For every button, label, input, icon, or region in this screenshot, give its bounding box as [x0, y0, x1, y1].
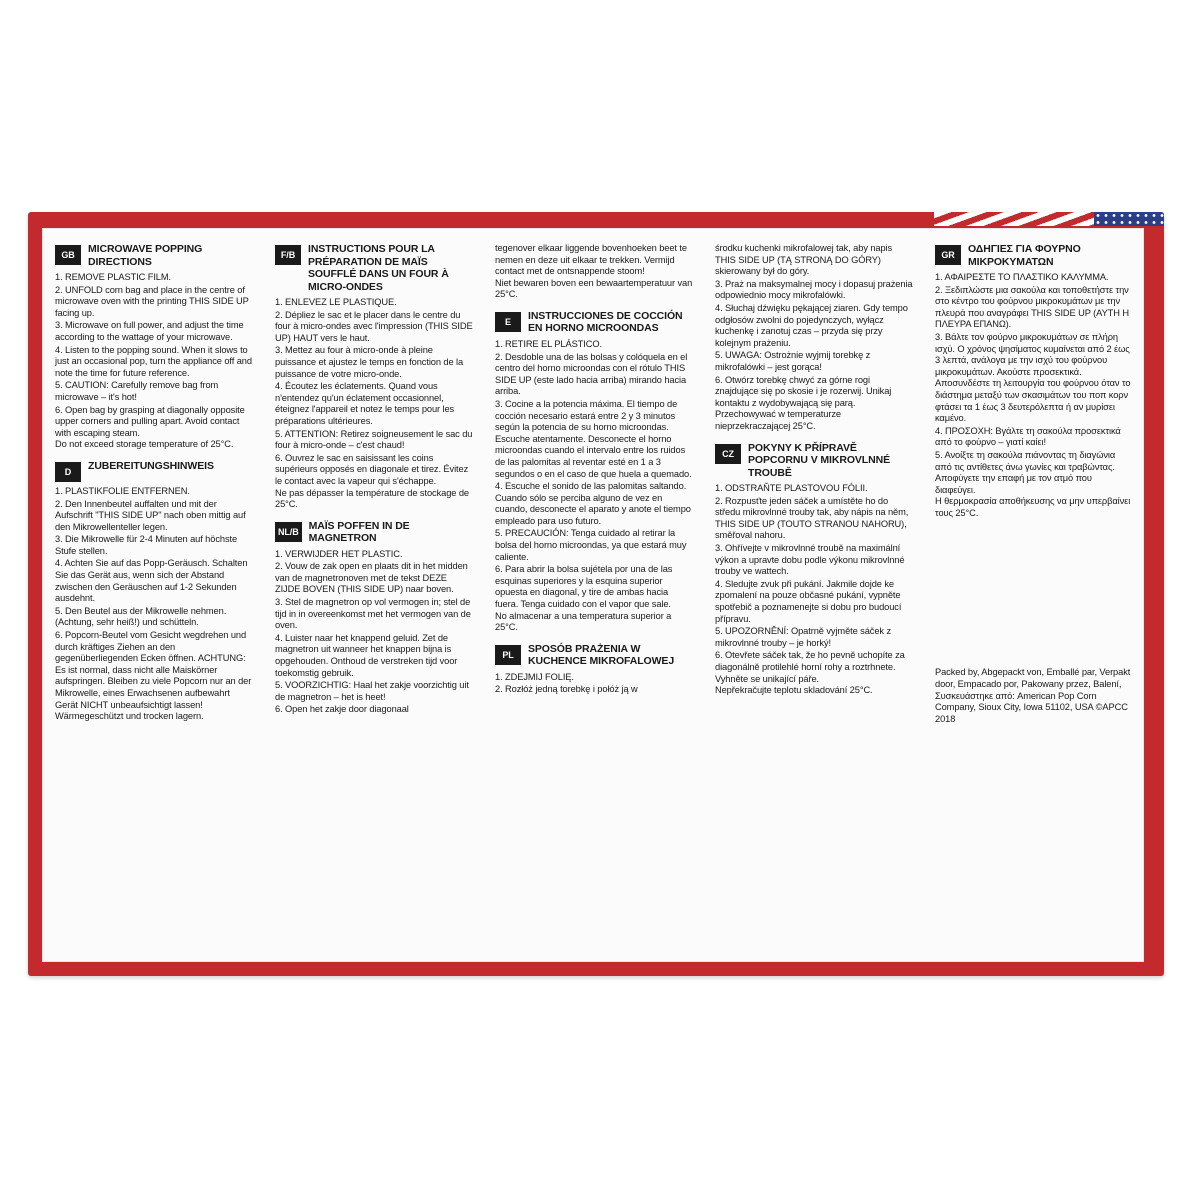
instruction-line: 3. Microwave on full power, and adjust the time according to the wattage of your microwave. [55, 320, 244, 342]
instruction-line: 4. Escuche el sonido de las palomitas saltando. Cuando sólo se perciba alguno de vez en cuando, desconecte el aparato y anote el tiempo empleado para uso futuro. [495, 481, 691, 526]
language-section [495, 243, 693, 301]
instruction-line: 4. Słuchaj dźwięku pękającej ziaren. Gdy tempo odgłosów zwolni do pojedynczych, wyłącz kuchenkę i zanotuj czas – przyda się przy kolejnym prażeniu. [715, 302, 908, 348]
section-title: SPOSÓB PRAŻENIA W KUCHENCE MIKROFALOWEJ [528, 642, 675, 668]
instruction-line: No almacenar a una temperatura superior a 25°C. [495, 610, 672, 633]
instruction-line: 1. ΑΦΑΙΡΕΣΤΕ ΤΟ ΠΛΑΣΤΙΚΟ ΚΑΛΥΜΜΑ. [935, 272, 1109, 282]
instruction-line: 1. PLASTIKFOLIE ENTFERNEN. [55, 485, 190, 496]
instruction-line: Wärmegeschützt und trocken lagern. [55, 711, 204, 722]
section-header [55, 243, 253, 268]
language-section [495, 643, 693, 696]
instruction-line: 2. Rozpusťte jeden sáček a umístěte ho do středu mikrovlnné trouby tak, aby nápis na něm, THIS SIDE UP (TOUTO STRANOU NAHORU), směřoval nahoru. [715, 495, 909, 541]
flag-stars-graphic [1094, 212, 1164, 226]
section-title: ZUBEREITUNGSHINWEIS [88, 459, 214, 472]
instruction-column [703, 229, 923, 961]
language-badge: D [55, 462, 81, 482]
instruction-line: 4. Achten Sie auf das Popp-Geräusch. Schalten Sie das Gerät aus, wenn sich der Abstand zwischen den Geräuschen auf 1-2 Sekunden ausdehnt. [55, 558, 248, 604]
language-badge: NL/B [275, 522, 302, 542]
instruction-line: 4. Sledujte zvuk při pukání. Jakmile dojde ke zpomalení na pouze občasné pukání, vypněte spotřebič a poznamenejte si dobu pro budoucí přípravu. [715, 578, 902, 624]
instruction-line: Niet bewaren boven een bewaartemperatuur van 25°C. [495, 277, 693, 300]
instruction-line: 5. VOORZICHTIG: Haal het zakje voorzichtig uit de magnetron – het is heet! [275, 680, 469, 702]
instruction-line: 3. Βάλτε τον φούρνο μικροκυμάτων σε πλήρη ισχύ. Ο χρόνος ψησίματος κυμαίνεται από 2 έως 3 λεπτά, ανάλογα με την ισχύ του φούρνου μικροκυμάτων. Ακούστε προσεκτικά. Αποσυνδέστε τη λειτουργία του φούρνου όταν το διάστημα μεταξύ των σκασιμάτων του ποπ κορν φτάσει τα 1 έως 3 δευτερόλεπτα ή αν μυρίσει καμένο. [935, 331, 1131, 424]
instruction-line: 1. ZDEJMIJ FOLIĘ. [495, 671, 574, 682]
instruction-line: Do not exceed storage temperature of 25°C. [55, 439, 234, 450]
instruction-line: 3. Mettez au four à micro-onde à pleine puissance et ajustez le temps en fonction de la puissance de votre micro-onde. [275, 345, 464, 379]
instruction-line: 2. Den Innenbeutel auffalten und mit der Aufschrift "THIS SIDE UP" nach oben mittig auf den Mikrowellenteller legen. [55, 498, 246, 532]
instruction-line: 6. Otwórz torebkę chwyć za górne rogi znajdujące się po skosie i je rozerwij. Unikaj kontaktu z wydobywającą się parą. [715, 374, 892, 408]
instruction-column [263, 229, 483, 961]
instruction-columns [43, 229, 1143, 961]
instruction-line: 5. CAUTION: Carefully remove bag from microwave – it's hot! [55, 380, 219, 402]
language-section [715, 243, 913, 433]
instruction-line: 6. Popcorn-Beutel vom Gesicht wegdrehen und durch kräftiges Ziehen an den gegenüberliegenden Ecken öffnen. ACHTUNG: Es ist normal, dass nicht alle Maiskörner aufspringen. Bleiben zu viele Popcorn nur an der Mikrowelle, eines Erwachsenen aufbewahrt Gerät NICHT unbeaufsichtigt lassen! [55, 630, 252, 710]
instruction-line: 1. REMOVE PLASTIC FILM. [55, 272, 172, 282]
instruction-line: 3. Cocine a la potencia máxima. El tiempo de cocción necesario estará entre 2 y 3 minutos según la potencia de su horno microondas. Escuche atentamente. Desconecte el horno microondas cuando el intervalo entre los ruidos de las palomitas al reventar esté en 1 a 3 segundos o en el caso de que huela a quemado. [495, 398, 692, 479]
instruction-column [43, 229, 263, 961]
instruction-column [923, 229, 1143, 961]
language-section [55, 460, 253, 723]
instruction-line: 3. Die Mikrowelle für 2-4 Minuten auf höchste Stufe stellen. [55, 534, 238, 556]
instruction-line: 2. Ξεδιπλώστε μια σακούλα και τοποθετήστε την στο κέντρο του φούρνου μικροκυμάτων με την πλευρά που αναγράφει THIS SIDE UP (ΑΥΤΗ Η ΠΛΕΥΡΑ ΕΠΑΝΩ). [935, 284, 1129, 330]
instruction-line: 2. UNFOLD corn bag and place in the centre of microwave oven with the printing THIS SIDE UP facing up. [55, 284, 249, 318]
instruction-line: 2. Desdoble una de las bolsas y colóquela en el centro del horno microondas con el rótulo THIS SIDE UP (este lado hacia arriba) mirando hacia arriba. [495, 351, 688, 397]
instruction-line: Przechowywać w temperaturze nieprzekraczającej 25°C. [715, 409, 841, 431]
instructions-panel [42, 228, 1144, 962]
instruction-line: 2. Dépliez le sac et le placer dans le centre du four à micro-ondes avec l'impression (THIS SIDE UP) HAUT vers le haut. [275, 309, 473, 343]
language-section [275, 520, 473, 716]
section-header [55, 460, 253, 482]
language-badge: GB [55, 245, 81, 265]
instruction-line: 1. ODSTRAŇTE PLASTOVOU FÓLII. [715, 483, 868, 493]
section-title: INSTRUCCIONES DE COCCIÓN EN HORNO MICROONDAS [528, 309, 683, 335]
section-title: POKYNY K PŘÍPRAVĚ POPCORNU V MIKROVLNNÉ TROUBĚ [748, 441, 890, 479]
section-title: ΟΔΗΓΙΕΣ ΓΙΑ ΦΟΥΡΝΟ ΜΙΚΡΟΚΥΜΑΤΩΝ [968, 243, 1081, 268]
instruction-line: 4. Écoutez les éclatements. Quand vous n'entendez qu'un éclatement occasionnel, éteignez l'appareil et notez le temps pour les préparations ultérieures. [275, 381, 455, 426]
instruction-line: tegenover elkaar liggende bovenhoeken beet te nemen en deze uit elkaar te trekken. Vermijd contact met de ontsnappende stoom! [495, 243, 687, 277]
language-badge: GR [935, 245, 961, 265]
instruction-line: 4. Listen to the popping sound. When it slows to just an occasional pop, turn the appliance off and note the time for future reference. [55, 344, 252, 378]
section-header [275, 520, 473, 545]
instruction-line: 5. Den Beutel aus der Mikrowelle nehmen. (Achtung, sehr heiß!) und schütteln. [55, 605, 227, 628]
instruction-line: 6. Otevřete sáček tak, že ho pevně uchopíte za diagonálně protilehlé horní rohy a roztrhnete. Vyhněte se unikající páře. [715, 650, 905, 684]
instruction-line: 4. ΠΡΟΣΟΧΗ: Βγάλτε τη σακούλα προσεκτικά από το φούρνο – γιατί καίει! [935, 425, 1121, 448]
instruction-line: 3. Praż na maksymalnej mocy i dopasuj prażenia odpowiednio mocy mikrofalówki. [715, 278, 913, 301]
language-section [55, 243, 253, 451]
section-header [275, 243, 473, 293]
language-section [275, 243, 473, 511]
instruction-line: 4. Luister naar het knappend geluid. Zet de magnetron uit wanneer het knappen bijna is opgehouden. Onthoud de verstreken tijd voor toekomstig gebruik. [275, 632, 458, 678]
instruction-line: 5. Ανοίξτε τη σακούλα πιάνοντας τη διαγώνια από τις αντίθετες άνω γωνίες και τραβώντας. Αποφύγετε την επαφή με τον ατμό που διαφεύγει. [935, 449, 1116, 495]
language-badge: F/B [275, 245, 301, 265]
language-badge: CZ [715, 444, 741, 464]
section-header [935, 243, 1133, 268]
instruction-line: 1. ENLEVEZ LE PLASTIQUE. [275, 297, 397, 307]
instruction-line: Ne pas dépasser la température de stockage de 25°C. [275, 487, 469, 510]
section-header [495, 643, 693, 668]
language-section [935, 243, 1133, 519]
language-section [495, 310, 693, 634]
instruction-line: Nepřekračujte teplotu skladování 25°C. [715, 685, 873, 696]
section-title: INSTRUCTIONS POUR LA PRÉPARATION DE MAÏS SOUFFLÉ DANS UN FOUR À MICRO-ONDES [308, 243, 449, 293]
instruction-line: 1. VERWIJDER HET PLASTIC. [275, 548, 403, 559]
section-header [495, 310, 693, 335]
section-header [715, 442, 913, 480]
language-badge: E [495, 312, 521, 332]
instruction-panel-box [28, 212, 1164, 976]
instruction-line: 6. Open het zakje door diagonaal [275, 704, 409, 715]
language-section [715, 442, 913, 697]
instruction-line: 5. ATTENTION: Retirez soigneusement le sac du four à micro-onde – c'est chaud! [275, 428, 473, 451]
instruction-line: 3. Stel de magnetron op vol vermogen in; stel de tijd in in overeenkomst met het vermogen van de oven. [275, 597, 471, 631]
instruction-line: 6. Open bag by grasping at diagonally opposite upper corners and pulling apart. Avoid contact with escaping steam. [55, 404, 245, 438]
section-title: MAÏS POFFEN IN DE MAGNETRON [308, 519, 410, 545]
instruction-line: 3. Ohřívejte v mikrovlnné troubě na maximální výkon a upravte dobu podle výkonu mikrovlnné trouby ve wattech. [715, 542, 905, 577]
packer-info: Packed by, Abgepackt von, Emballé par, Verpakt door, Empacado por, Pakowany przez, Balení, Συσκευάστηκε από: American Pop Corn Company, Sioux City, Iowa 51102, USA ©APCC 2018 [935, 667, 1131, 724]
section-title: MICROWAVE POPPING DIRECTIONS [88, 243, 203, 268]
instruction-column [483, 229, 703, 961]
instruction-line: 1. RETIRE EL PLÁSTICO. [495, 338, 602, 349]
instruction-line: środku kuchenki mikrofalowej tak, aby napis THIS SIDE UP (TĄ STRONĄ DO GÓRY) skierowany był do góry. [715, 243, 893, 277]
instruction-line: 5. PRECAUCIÓN: Tenga cuidado al retirar la bolsa del horno microondas, ya que estará muy caliente. [495, 528, 687, 562]
instruction-line: 2. Vouw de zak open en plaats dit in het midden van de magnetronoven met de tekst DEZE ZIJDE BOVEN (THIS SIDE UP) naar boven. [275, 561, 468, 595]
instruction-line: 5. UWAGA: Ostrożnie wyjmij torebkę z mikrofalówki – jest gorąca! [715, 350, 871, 372]
language-badge: PL [495, 645, 521, 665]
instruction-line: 6. Ouvrez le sac en saisissant les coins supérieurs opposés en diagonale et tirez. Évitez le contact avec la vapeur qui s'échappe. [275, 452, 469, 486]
instruction-line: 6. Para abrir la bolsa sujétela por una de las esquinas superiores y la esquina superior opuesta en diagonal, y tire de ambas hacia fuera. Tenga cuidado con el vapor que sale. [495, 564, 673, 610]
instruction-line: Η θερμοκρασία αποθήκευσης να μην υπερβαίνει τους 25°C. [935, 496, 1131, 518]
instruction-line: 5. UPOZORNĚNÍ: Opatrně vyjměte sáček z mikrovlnné trouby – je horký! [715, 626, 891, 648]
instruction-line: 2. Rozłóż jedną torebkę i połóż ją w [495, 684, 638, 695]
